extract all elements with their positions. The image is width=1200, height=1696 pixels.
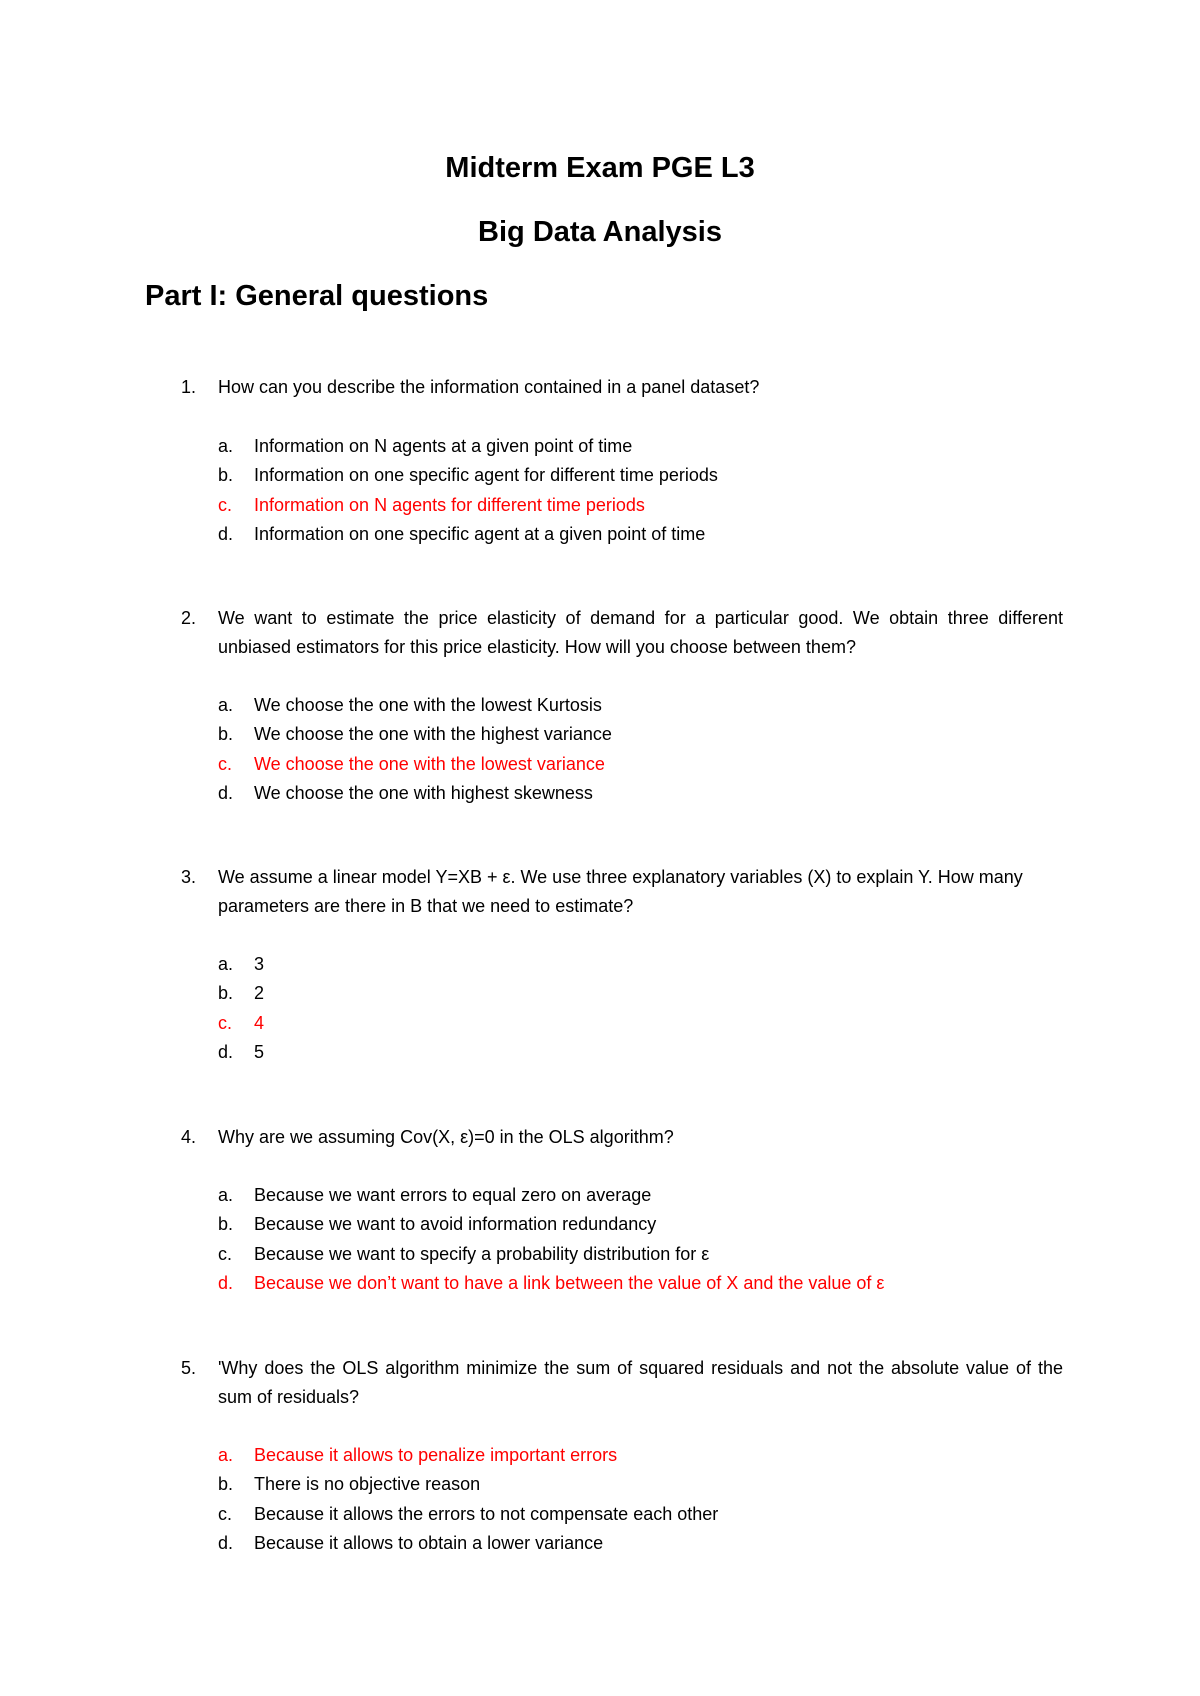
part-heading: Part I: General questions (145, 280, 489, 312)
correct-answer-option (0, 1009, 1200, 1038)
option-text: 5 (254, 1042, 265, 1062)
option-text: Information on N agents for different time periods (254, 495, 645, 515)
exam-title: Midterm Exam PGE L3 (445, 152, 755, 184)
answer-option (0, 1500, 1200, 1529)
option-text: Because it allows to penalize important errors (254, 1445, 618, 1465)
course-title: Big Data Analysis (478, 216, 722, 248)
option-text: Information on one specific agent at a given point of time (254, 524, 706, 544)
question-text: How can you describe the information contained in a panel dataset? (218, 377, 760, 397)
option-letter: a. (218, 1185, 234, 1205)
answer-option (0, 950, 1200, 979)
question-number: 4. (181, 1127, 197, 1147)
option-text: Because it allows the errors to not compensate each other (254, 1504, 719, 1524)
option-text: Information on N agents at a given point of time (254, 436, 633, 456)
option-letter: d. (218, 1273, 234, 1293)
answer-option (0, 779, 1200, 808)
option-text: Because we want errors to equal zero on average (254, 1185, 652, 1205)
answer-option (0, 720, 1200, 749)
option-letter: b. (218, 1474, 234, 1494)
option-letter: a. (218, 1445, 234, 1465)
option-text: We choose the one with highest skewness (254, 783, 593, 803)
option-letter: c. (218, 1244, 233, 1264)
question-text: 'Why does the OLS algorithm minimize the sum of squared residuals and not the absolute value of the sum of residuals? (218, 1358, 1063, 1407)
option-letter: b. (218, 983, 234, 1003)
option-letter: c. (218, 1013, 233, 1033)
option-text: Because we don’t want to have a link between the value of X and the value of ε (254, 1273, 885, 1293)
option-text: We choose the one with the highest variance (254, 724, 612, 744)
answer-option (0, 1240, 1200, 1269)
option-text: 2 (254, 983, 265, 1003)
answer-option (0, 461, 1200, 490)
question-number: 2. (181, 608, 197, 628)
option-text: We choose the one with the lowest variance (254, 754, 605, 774)
option-letter: b. (218, 465, 234, 485)
answer-option (0, 432, 1200, 461)
option-letter: a. (218, 436, 234, 456)
option-letter: a. (218, 695, 234, 715)
correct-answer-option (0, 1269, 1200, 1298)
option-letter: d. (218, 783, 234, 803)
correct-answer-option (0, 491, 1200, 520)
option-text: Because we want to avoid information redundancy (254, 1214, 657, 1234)
question-number: 5. (181, 1358, 197, 1378)
question-number: 3. (181, 867, 197, 887)
option-text: 3 (254, 954, 265, 974)
option-letter: c. (218, 1504, 233, 1524)
answer-option (0, 1470, 1200, 1499)
question-text: Why are we assuming Cov(X, ε)=0 in the OLS algorithm? (218, 1127, 674, 1147)
option-text: We choose the one with the lowest Kurtosis (254, 695, 602, 715)
answer-option (0, 979, 1200, 1008)
option-text: Information on one specific agent for different time periods (254, 465, 718, 485)
option-letter: d. (218, 524, 234, 544)
answer-option (0, 520, 1200, 549)
option-letter: b. (218, 724, 234, 744)
option-text: 4 (254, 1013, 265, 1033)
question-text: We want to estimate the price elasticity of demand for a particular good. We obtain three different unbiased estimators for this price elasticity. How will you choose between them? (218, 608, 1063, 657)
option-letter: b. (218, 1214, 234, 1234)
option-letter: c. (218, 754, 233, 774)
answer-option (0, 1181, 1200, 1210)
question-number: 1. (181, 377, 197, 397)
correct-answer-option (0, 1441, 1200, 1470)
option-text: Because it allows to obtain a lower variance (254, 1533, 604, 1553)
option-letter: c. (218, 495, 233, 515)
answer-option (0, 691, 1200, 720)
question-text: We assume a linear model Y=XB + ε. We use three explanatory variables (X) to explain Y. How many parameters are there in B that we need to estimate? (218, 867, 1023, 916)
option-text: There is no objective reason (254, 1474, 481, 1494)
answer-option (0, 1210, 1200, 1239)
option-letter: d. (218, 1533, 234, 1553)
option-letter: a. (218, 954, 234, 974)
option-text: Because we want to specify a probability distribution for ε (254, 1244, 710, 1264)
option-letter: d. (218, 1042, 234, 1062)
answer-option (0, 1038, 1200, 1067)
answer-option (0, 1529, 1200, 1558)
correct-answer-option (0, 750, 1200, 779)
